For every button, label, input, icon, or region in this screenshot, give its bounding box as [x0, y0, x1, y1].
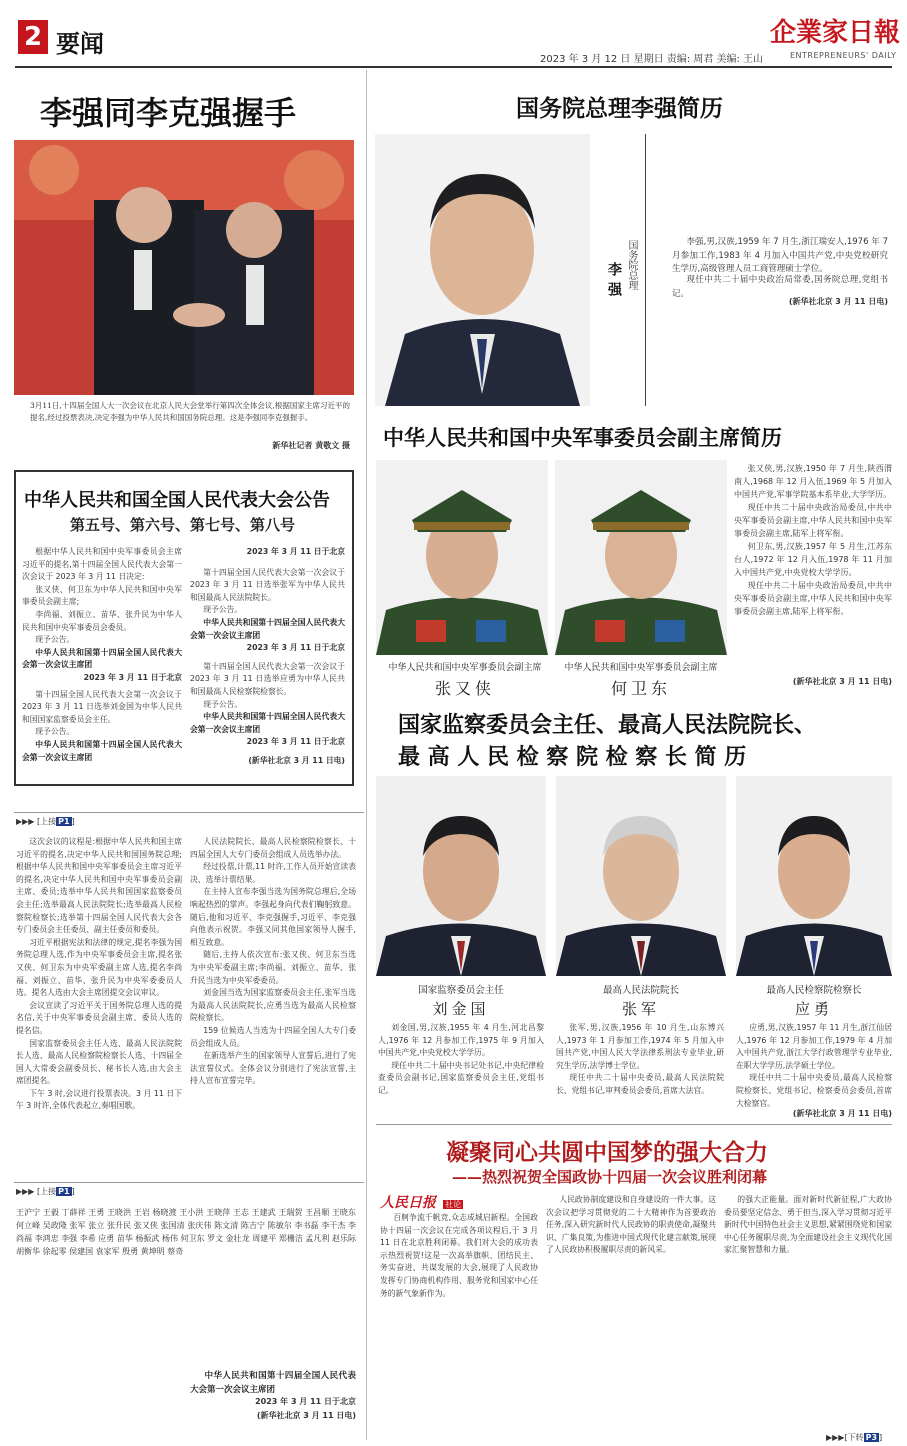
notice-col2a-org: 中华人民共和国第十四届全国人民代表大会第一次会议主席团	[190, 617, 345, 640]
continued-rule	[14, 812, 364, 813]
section-title: 要闻	[56, 29, 104, 58]
notice-col2b-org: 中华人民共和国第十四届全国人民代表大会第一次会议主席团	[190, 712, 345, 734]
cont-col2-p6: 159 位候选人当选为十四届全国人大专门委员会组成人员。	[190, 1025, 356, 1048]
editorial-brand	[380, 1192, 463, 1212]
supervision-photo-zhangjun	[556, 776, 726, 976]
military-name-he: 何卫东	[610, 679, 671, 698]
bio-liu-p1: 刘金国,男,汉族,1955 年 4 月生,河北昌黎人,1976 年 12 月参加工作,1975 年 9 月加入中国共产党,中央党校大学学历。	[378, 1023, 544, 1058]
continued-page: P1	[58, 817, 70, 826]
notice-col2-date-top: 2023 年 3 月 11 日于北京	[246, 547, 345, 556]
date-line: 2023 年 3 月 12 日 星期日 责编: 周君 美编: 王山	[540, 54, 764, 65]
supervision-title-liu: 国家监察委员会主任	[418, 985, 504, 996]
premier-vertical-title: 国务院总理	[626, 240, 637, 290]
cont-col1-p2: 习近平根据宪法和法律的规定,提名李强为国务院总理人选,作为中央军事委员会主席,提名张又侠、何卫东为中央军委副主席人选,提名李尚福、刘振立、苗华、张升民为中央军委委员人选。提名人选由大会主席团提交会议审议。	[16, 937, 182, 998]
supervision-bio-zhang	[556, 1022, 724, 1098]
military-bio-p2: 现任中共二十届中央政治局委员,中共中央军事委员会副主席,中华人民共和国中央军事委员会副主席,陆军上将军衔。	[734, 503, 892, 538]
next-page: P3	[865, 1433, 878, 1442]
masthead-rule	[15, 66, 892, 68]
notice-col1b-p2: 现予公告。	[35, 727, 75, 737]
notice-col2a-date: 2023 年 3 月 11 日于北京	[246, 643, 345, 653]
continued-col1	[16, 836, 182, 1113]
notice-col2a-p1: 第十四届全国人民代表大会第一次会议于 2023 年 3 月 11 日选举张军为中华人民共和国最高人民法院院长。	[190, 567, 345, 602]
military-photo-zhang	[376, 460, 548, 655]
notice-col1-date: 2023 年 3 月 11 日于北京	[83, 672, 182, 682]
bio-liu-p2: 现任中共二十届中央书记处书记,中央纪律检查委员会副书记,国家监察委员会主任,党组书记。	[378, 1060, 544, 1095]
bottom-list-source: (新华社北京 3 月 11 日电)	[256, 1411, 356, 1420]
notice-col2b-p1: 第十四届全国人民代表大会第一次会议于 2023 年 3 月 11 日选举应勇为中华人民共和国最高人民检察院检察长。	[190, 661, 345, 696]
editorial-col1: 百舸争流千帆竞,众志成城启新程。全国政协十四届一次会议在完成各项议程后,于 3 月 11 日在北京胜利闭幕。我们对大会的成功表示热烈祝贺!这是一次高举旗帜、团结民主、务实奋进、共谋发展的大会,展现了人民政协发挥专门协商机构作用、服务党和国家中心任务的新气象新作为。	[380, 1213, 538, 1298]
bio-ying-p2: 现任中共二十届中央委员,最高人民检察院检察长、党组书记、检察委员会委员,首席大检察官。	[736, 1073, 892, 1108]
cont-col2-p2: 经过投票,计票,11 时许,工作人员开始宣读表决、选举计票结果。	[190, 862, 356, 884]
page-number-badge: 2	[18, 20, 48, 54]
notice-col1-org: 中华人民共和国第十四届全国人民代表大会第一次会议主席团	[22, 647, 182, 670]
supervision-source: (新华社北京 3 月 11 日电)	[792, 1109, 892, 1118]
premier-photo	[375, 134, 590, 406]
npc-notice-col2	[190, 546, 345, 768]
bio-ying-p1: 应勇,男,汉族,1957 年 11 月生,浙江仙居人,1976 年 12 月参加工作,1979 年 4 月加入中国共产党,浙江大学行政管理学专业毕业,在职大学学历,法学硕士学位。	[736, 1023, 892, 1070]
bottom-list-rule	[14, 1182, 364, 1183]
continued-pointer[interactable]: ▶▶▶ [上接 P1 ]	[16, 817, 75, 826]
premier-headline: 国务院总理李强简历	[516, 95, 723, 122]
cont-col2-p5: 刘金国当选为国家监察委员会主任,张军当选为最高人民法院院长,应勇当选为最高人民检察院检察长。	[190, 988, 356, 1023]
notice-col1-p4: 现予公告。	[35, 635, 75, 645]
notice-col1b-p1: 第十四届全国人民代表大会第一次会议于 2023 年 3 月 11 日选举刘金国为中华人民共和国国家监察委员会主任。	[22, 689, 182, 724]
military-source: (新华社北京 3 月 11 日电)	[792, 677, 892, 686]
cont-col2-p3: 在主持人宣布李强当选为国务院总理后,全场响起热烈的掌声。李强起身向代表们鞠躬致意。随后,他和习近平、李克强握手,习近平、李克强向他表示祝贺。李强又同其他国家领导人握手,相互致意。	[190, 887, 356, 947]
supervision-name-zhang: 张军	[621, 1000, 660, 1018]
supervision-bio-ying	[736, 1022, 892, 1110]
supervision-name-ying: 应勇	[794, 1000, 833, 1018]
handshake-caption: 3月11日,十四届全国人大一次会议在北京人民大会堂举行第四次全体会议,根据国家主席习近平的提名,经过投票表决,决定李强为中华人民共和国国务院总理。这是李强同李克强握手。	[30, 401, 350, 422]
notice-source: (新华社北京 3 月 11 日电)	[248, 755, 345, 765]
editorial-tag: 社论	[445, 1200, 462, 1209]
military-title-zhang: 中华人民共和国中央军事委员会副主席	[388, 663, 542, 673]
military-title-he: 中华人民共和国中央军事委员会副主席	[564, 663, 718, 673]
notice-col2a-p2: 现予公告。	[203, 605, 243, 615]
military-bio	[734, 462, 892, 618]
bottom-list-pointer[interactable]: ▶▶▶ [上接 P1 ]	[16, 1187, 75, 1196]
notice-col2b-date: 2023 年 3 月 11 日于北京	[246, 737, 345, 747]
supervision-name-liu: 刘金国	[432, 1000, 490, 1018]
bio-zhang-p2: 现任中共二十届中央委员,最高人民法院院长、党组书记,审判委员会委员,首席大法官。	[556, 1073, 724, 1095]
bottom-list-org: 中华人民共和国第十四届全国人民代表大会第一次会议主席团	[190, 1371, 356, 1395]
bio-zhang-p1: 张军,男,汉族,1956 年 10 月生,山东博兴人,1973 年 1 月参加工作,1974 年 5 月加入中国共产党,中国人民大学法律系刑法专业毕业,研究生学历,法学博士学位。	[556, 1023, 724, 1070]
cont-col1-p4: 国家监察委员会主任人选、最高人民法院院长人选、最高人民检察院检察长人选、十四届全国人大常委会副委员长、秘书长人选,由大会主席团提名。	[16, 1038, 182, 1086]
bottom-list-label: 上接	[40, 1187, 57, 1196]
supervision-bio-liu	[378, 1022, 544, 1098]
continued-col2	[190, 836, 356, 1088]
bottom-list-date: 2023 年 3 月 11 日于北京	[255, 1397, 356, 1406]
npc-notice-col1	[22, 546, 182, 764]
cont-col1-p3: 会议宣读了习近平关于国务院总理人选的提名信,关于中央军事委员会副主席、委员人选的提名信。	[16, 1000, 182, 1035]
notice-col1-p1: 根据中华人民共和国中央军事委员会主席习近平的提名,第十四届全国人民代表大会第一次会议于 2023 年 3 月 11 日决定:	[22, 547, 182, 582]
editorial-col3: 的强大正能量。面对新时代新征程,广大政协委员要坚定信念、勇于担当,深入学习贯彻习近平新时代中国特色社会主义思想,紧紧围绕党和国家中心任务履职尽责,为全面建设社会主义现代化国家汇聚智慧和力量。	[724, 1195, 892, 1255]
cont-col2-p4: 随后,主持人依次宣布:张又侠、何卫东当选为中央军委副主席;李尚福、刘振立、苗华、张升民当选为中央军委委员。	[190, 950, 356, 985]
military-bio-p3: 何卫东,男,汉族,1957 年 5 月生,江苏东台人,1972 年 12 月入伍,1978 年 11 月加入中国共产党,中央党校大学学历。	[734, 542, 892, 577]
continued-label: 上接	[40, 817, 57, 826]
handshake-credit: 新华社记者 黄敬文 摄	[272, 441, 350, 450]
editorial-headline: 凝聚同心共圆中国梦的强大合力	[446, 1139, 768, 1166]
npc-notice-headline: 中华人民共和国全国人民代表大会公告	[24, 490, 330, 511]
handshake-headline: 李强同李克强握手	[40, 94, 297, 132]
cont-col2-p7: 在新选举产生的国家领导人宣誓后,进行了宪法宣誓仪式。全体会议分别进行了宪法宣誓,主持人宣布宣誓完毕。	[190, 1051, 356, 1086]
cont-col1-p1: 这次会议的议程是:根据中华人民共和国主席习近平的提名,决定中华人民共和国国务院总理;根据中华人民共和国中央军事委员会主席习近平的提名,决定中华人民共和国中央军事委员会副主席、委员;选举中华人民共和国国家监察委员会主任;选举最高人民法院院长;选举最高人民检察院检察长;选举第十四届全国人民代表大会各专门委员会主任委员、副主任委员和委员。	[16, 837, 182, 935]
editorial-subhead: ——热烈祝贺全国政协十四届一次会议胜利闭幕	[452, 1168, 768, 1186]
military-bio-p1: 张又侠,男,汉族,1950 年 7 月生,陕西渭南人,1968 年 12 月入伍,1969 年 5 月加入中国共产党,军事学院基本系毕业,大学学历。	[734, 464, 892, 499]
supervision-headline-1: 国家监察委员会主任、最高人民法院院长、	[398, 712, 817, 738]
arrow-icon: ▶▶▶	[16, 817, 35, 826]
premier-source: (新华社北京 3 月 11 日电)	[788, 297, 888, 306]
notice-col1-p3: 李尚福、刘振立、苗华、张升民为中华人民共和国中央军事委员会委员。	[22, 609, 182, 632]
supervision-title-ying: 最高人民检察院检察长	[766, 985, 862, 996]
people-daily-logo: 人民日报	[380, 1195, 436, 1211]
notice-col2b-p2: 现予公告。	[203, 699, 243, 709]
editorial-col2: 人民政协制度建设和自身建设的一件大事。这次会议把学习贯彻党的二十大精神作为首要政治任务,深入研究新时代人民政协的职责使命,凝聚共识、广集良策,为推进中国式现代化建言献策,展现了人民政协积极履职尽责的新风采。	[546, 1195, 716, 1255]
bottom-list-page: P1	[58, 1187, 70, 1196]
paper-logo: 企業家日報	[770, 18, 901, 48]
premier-bio2: 现任中共二十届中央政治局常委,国务院总理,党组书记。	[672, 275, 888, 299]
supervision-headline-2: 最 高 人 民 检 察 院 检 察 长 简 历	[398, 744, 747, 770]
military-name-zhang: 张又侠	[434, 679, 495, 698]
supervision-photo-liu	[376, 776, 546, 976]
arrow-icon-3: ▶▶▶	[826, 1433, 845, 1442]
arrow-icon-2: ▶▶▶	[16, 1187, 35, 1196]
military-headline: 中华人民共和国中央军事委员会副主席简历	[383, 425, 782, 450]
supervision-photo-ying	[736, 776, 892, 976]
premier-bio: 李强,男,汉族,1959 年 7 月生,浙江瑞安人,1976 年 7 月参加工作,1983 年 4 月加入中国共产党,中央党校研究生学历,高级管理人员工商管理硕士学位。	[672, 237, 888, 275]
handshake-photo	[14, 140, 354, 395]
paper-name-en: ENTREPRENEURS' DAILY	[790, 51, 897, 60]
cont-col2-p1: 人民法院院长、最高人民检察院检察长、十四届全国人大专门委员会组成人员选举办法。	[190, 837, 356, 859]
premier-vertical-name: 李强	[606, 262, 622, 302]
military-bio-p4: 现任中共二十届中央政治局委员,中共中央军事委员会副主席,中华人民共和国中央军事委员会副主席,陆军上将军衔。	[734, 581, 892, 616]
bottom-name-list: 王沪宁 王毅 丁薛祥 王勇 王晓洪 王岩 杨晓渡 王小洪 王晓萍 王志 王建武 王瑞贺 王昌顺 王晓东 何立峰 吴政隆 张军 张立 张升民 张又侠 张国清 张庆伟 陈文清 陈吉宁 陈敏尔 李书磊 李干杰 李尚福 李鸿忠 李强 李希 应勇 苗华 杨振武 杨伟 何卫东 罗文 金壮龙 周建平 郑栅洁 孟凡利 赵乐际 胡衡华 徐起零 侯建国 袁家军 殷勇 黄坤明 蔡奇	[16, 1208, 356, 1256]
npc-notice-subhead: 第五号、第六号、第七号、第八号	[70, 516, 296, 534]
notice-col1b-org: 中华人民共和国第十四届全国人民代表大会第一次会议主席团	[22, 739, 182, 762]
supervision-title-zhang: 最高人民法院院长	[602, 985, 679, 996]
military-photo-he	[555, 460, 727, 655]
main-column-divider	[366, 70, 367, 1440]
next-label: 下转	[847, 1433, 864, 1442]
notice-col1-p2: 张又侠、何卫东为中华人民共和国中央军事委员会副主席;	[22, 584, 182, 607]
editorial-next-pointer[interactable]: ▶▶▶[下转 P3 ]	[826, 1433, 883, 1442]
cont-col1-p5: 下午 3 时,会议进行投票表决。3 月 11 日下午 3 时许,全体代表起立,奏唱国歌。	[16, 1088, 182, 1111]
editorial-rule	[376, 1124, 892, 1125]
